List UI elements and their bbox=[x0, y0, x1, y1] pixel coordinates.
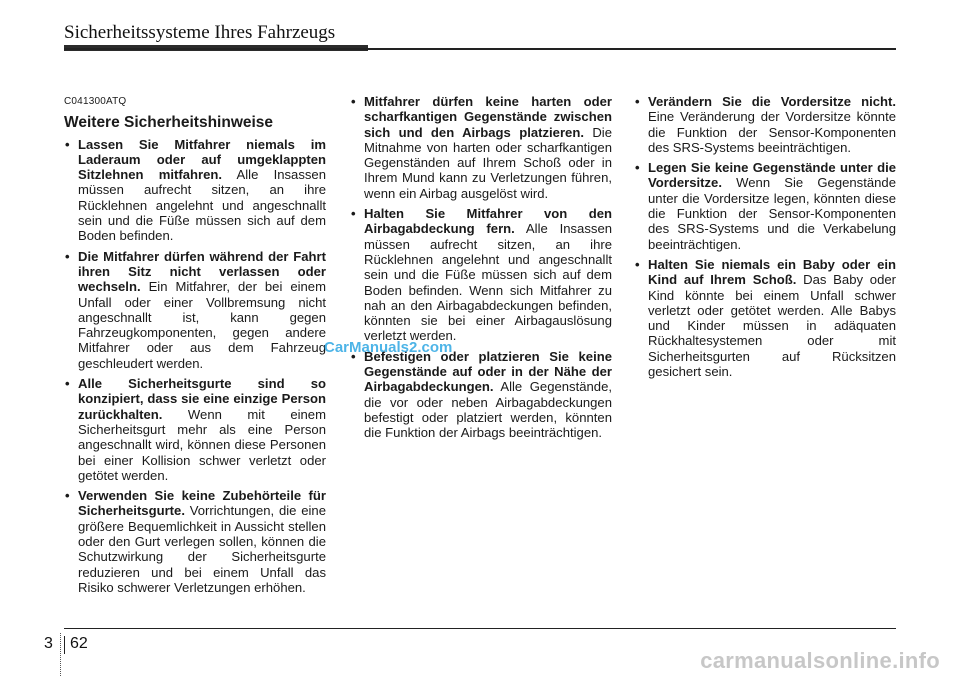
bullet-list-1 bbox=[64, 137, 326, 596]
list-item bbox=[64, 249, 326, 371]
list-item bbox=[350, 349, 612, 441]
item-lead: Die Mitfahrer dürfen während der Fahrt ihren Sitz nicht verlassen oder wechseln. bbox=[78, 248, 326, 295]
watermark: CarManuals2.com bbox=[324, 339, 453, 356]
page-number: 62 bbox=[70, 635, 88, 652]
page-number-divider bbox=[64, 636, 65, 654]
list-item bbox=[350, 206, 612, 344]
item-lead: Legen Sie keine Gegenstände unter die Vordersitze. bbox=[648, 160, 896, 191]
item-lead: Halten Sie Mitfahrer von den Airbagabdeckung fern. bbox=[364, 206, 612, 237]
list-item bbox=[634, 160, 896, 252]
bullet-list-2 bbox=[350, 94, 612, 441]
bullet-list-3 bbox=[634, 94, 896, 379]
header-rule bbox=[64, 48, 896, 50]
footer-margin-marker bbox=[60, 633, 61, 676]
list-item bbox=[64, 376, 326, 483]
item-text: Ein Mitfahrer, der bei einem Unfall oder einer Vollbremsung nicht angeschnallt ist, kann gegen Fahrzeugkomponenten, gegen andere Mitfahrer oder aus dem Fahrzeug geschleudert werden. bbox=[78, 279, 326, 371]
item-text: Das Baby oder Kind könnte bei einem Unfall schwer verletzt oder getötet werden. Alle Babys und Kinder müssen in adäquaten Rückhaltesystemen oder mit Sicherheitsgurten auf Rücksitzen gesichert sein. bbox=[648, 272, 897, 380]
item-lead: Halten Sie niemals ein Baby oder ein Kind auf Ihrem Schoß. bbox=[648, 256, 896, 288]
list-item bbox=[64, 488, 326, 595]
site-watermark: carmanualsonline.info bbox=[700, 648, 940, 673]
item-text: Eine Veränderung der Vordersitze könnte die Funktion der Sensor-Komponenten des SRS-Systems beeinträchtigen. bbox=[648, 109, 896, 155]
item-lead: Verändern Sie die Vordersitze nicht. bbox=[648, 94, 896, 109]
item-text: Die Mitnahme von harten oder scharfkantigen Gegenständen auf Ihrem Schoß oder in Ihrem Mund kann zu Verletzungen führen, wenn ein Airbag ausgelöst wird. bbox=[364, 124, 612, 201]
chapter-title: Sicherheitssysteme Ihres Fahrzeugs bbox=[64, 22, 336, 43]
section-code: C041300ATQ bbox=[64, 96, 127, 107]
item-text: Vorrichtungen, die eine größere Bequemlichkeit in Aussicht stellen oder den Gurt verlegen sollen, können die Schutzwirkung der Sicherheitsgurte reduzieren und bei einem Unfall das Risiko schwerer Verletzungen erhöhen. bbox=[78, 503, 326, 595]
item-text: Wenn Sie Gegenstände unter die Vordersitze legen, könnten diese die Funktion der Sensor-Komponenten des SRS-Systems und die Verkabelung beeinträchtigen. bbox=[648, 175, 896, 252]
section-number: 3 bbox=[44, 635, 53, 652]
item-text: Alle Gegenstände, die vor oder neben Airbagabdeckungen befestigt oder platziert werden, könnten die Funktion der Airbags beeinträchtigen. bbox=[364, 379, 612, 441]
item-lead: Mitfahrer dürfen keine harten oder scharfkantigen Gegenstände zwischen sich und den Airbags platzieren. bbox=[364, 94, 612, 140]
item-lead: Befestigen oder platzieren Sie keine Gegenstände auf oder in der Nähe der Airbagabdeckungen. bbox=[364, 348, 612, 395]
column-2 bbox=[350, 94, 612, 446]
item-text: Alle Insassen müssen aufrecht sitzen, an ihre Rücklehnen angelehnt und angeschnallt sein und die Füße müssen sich auf dem Boden befinden. Wenn sich Mitfahrer zu nah an den Airbagabdeckungen befinden, könnten sie bei einer Airbagauslösung verletzt werden. bbox=[364, 221, 613, 344]
item-lead: Lassen Sie Mitfahrer niemals im Laderaum oder auf umgeklappten Sitzlehnen mitfahren. bbox=[78, 136, 326, 183]
column-1 bbox=[64, 94, 326, 600]
list-item bbox=[64, 137, 326, 244]
list-item bbox=[350, 94, 612, 201]
item-text: Wenn mit einem Sicherheitsgurt mehr als eine Person angeschnallt wird, können diese Personen bei einer Kollision schwer verletzt oder getötet werden. bbox=[78, 406, 326, 483]
section-heading: Weitere Sicherheitshinweise bbox=[64, 114, 274, 132]
footer-rule bbox=[64, 628, 896, 629]
column-3 bbox=[634, 94, 896, 384]
item-lead: Alle Sicherheitsgurte sind so konzipiert, dass sie eine einzige Person zurückhalten. bbox=[78, 376, 326, 422]
item-lead: Verwenden Sie keine Zubehörteile für Sicherheitsgurte. bbox=[78, 488, 326, 519]
list-item bbox=[634, 257, 896, 379]
list-item bbox=[634, 94, 896, 155]
item-text: Alle Insassen müssen aufrecht sitzen, an ihre Rücklehnen angelehnt und angeschnallt sein und die Füße müssen sich auf dem Boden befinden. bbox=[78, 167, 326, 244]
